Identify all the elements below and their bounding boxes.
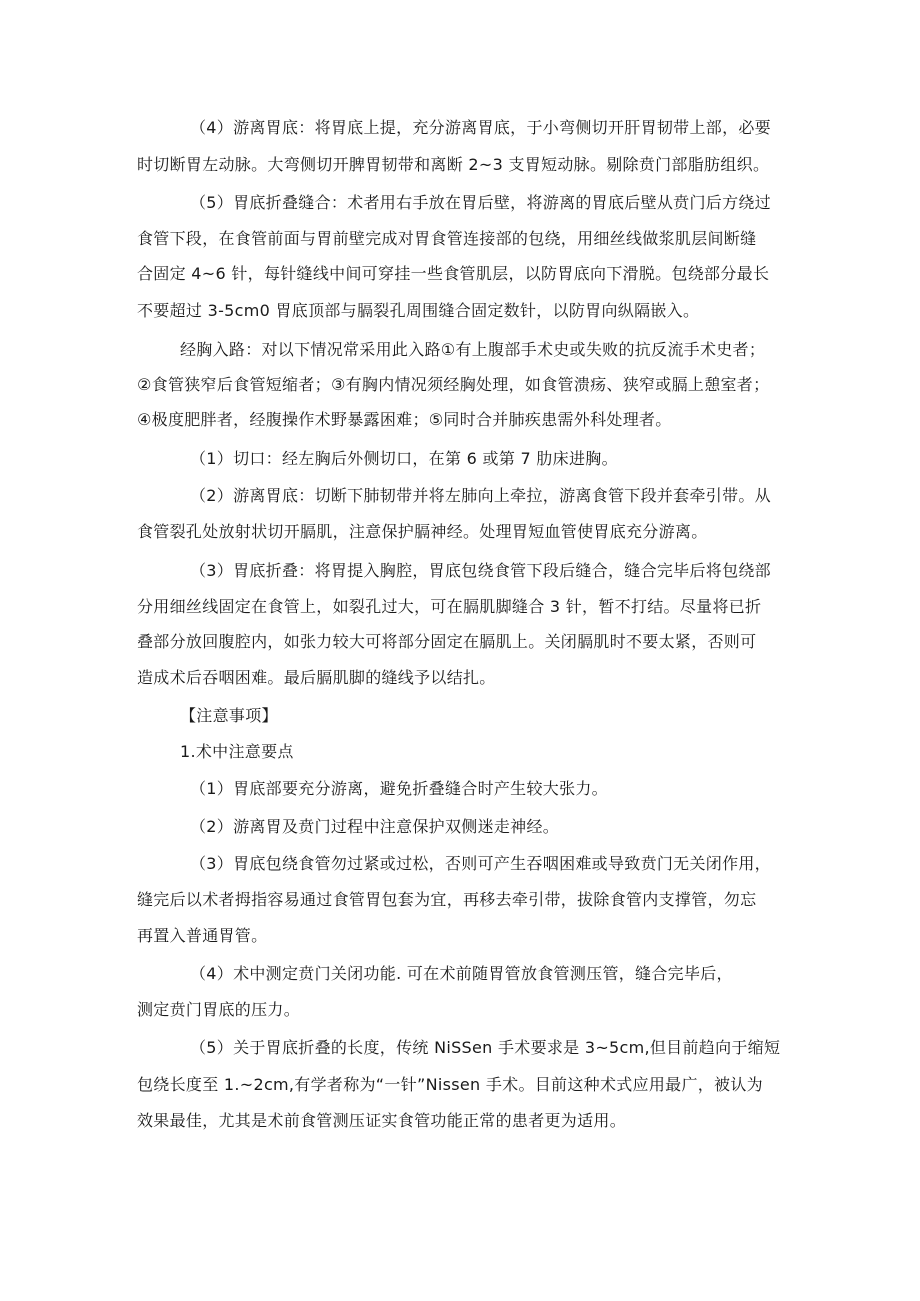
text-line: 食管裂孔处放射状切开膈肌，注意保护膈神经。处理胃短血管使胃底充分游离。 bbox=[137, 522, 708, 541]
text-line: ④极度肥胖者，经腹操作术野暴露困难；⑤同时合并肺疾患需外科处理者。 bbox=[137, 410, 672, 429]
text-line: （1）胃底部要充分游离，避免折叠缝合时产生较大张力。 bbox=[190, 779, 608, 798]
text-line: 包绕长度至 1.~2cm,有学者称为“一针”Nissen 手术。目前这种术式应用最广，被认为 bbox=[137, 1075, 763, 1094]
text-line: 食管下段，在食管前面与胃前壁完成对胃食管连接部的包绕，用细丝线做浆肌层间断缝 bbox=[137, 229, 757, 248]
text-line: （3）胃底包绕食管勿过紧或过松，否则可产生吞咽困难或导致贲门无关闭作用， bbox=[190, 854, 771, 873]
text-line: 不要超过 3-5cm0 胃底顶部与膈裂孔周围缝合固定数针，以防胃向纵隔嵌入。 bbox=[137, 301, 700, 320]
text-line: （4）游离胃底：将胃底上提，充分游离胃底，于小弯侧切开肝胃韧带上部，必要 bbox=[190, 118, 771, 137]
text-line: 造成术后吞咽困难。最后膈肌脚的缝线予以结扎。 bbox=[137, 668, 496, 687]
text-line: 叠部分放回腹腔内，如张力较大可将部分固定在膈肌上。关闭膈肌时不要太紧，否则可 bbox=[137, 632, 757, 651]
text-line: 效果最佳，尤其是术前食管测压证实食管功能正常的患者更为适用。 bbox=[137, 1111, 627, 1130]
text-line: 缝完后以术者拇指容易通过食管胃包套为宜，再移去牵引带，拔除食管内支撑管，勿忘 bbox=[137, 890, 757, 909]
text-line: （5）胃底折叠缝合：术者用右手放在胃后壁，将游离的胃底后壁从贲门后方绕过 bbox=[190, 193, 771, 212]
text-line: （4）术中测定贲门关闭功能. 可在术前随胃管放食管测压管，缝合完毕后， bbox=[190, 964, 733, 983]
text-line: （5）关于胃底折叠的长度，传统 NiSSen 手术要求是 3~5cm,但目前趋向于缩短 bbox=[190, 1038, 781, 1057]
text-line: ②食管狭窄后食管短缩者；③有胸内情况须经胸处理，如食管溃疡、狭窄或膈上憩室者； bbox=[137, 375, 770, 394]
text-line: （3）胃底折叠：将胃提入胸腔，胃底包绕食管下段后缝合，缝合完毕后将包绕部 bbox=[190, 561, 771, 580]
text-line: 合固定 4~6 针，每针缝线中间可穿挂一些食管肌层，以防胃底向下滑脱。包绕部分最长 bbox=[137, 264, 770, 283]
text-line: 测定贲门胃底的压力。 bbox=[137, 1000, 301, 1019]
text-line: 分用细丝线固定在食管上，如裂孔过大，可在膈肌脚缝合 3 针，暂不打结。尽量将已折 bbox=[137, 597, 762, 616]
section-heading: 【注意事项】 bbox=[180, 706, 278, 725]
subsection-heading: 1.术中注意要点 bbox=[180, 742, 294, 761]
text-line: 时切断胃左动脉。大弯侧切开脾胃韧带和离断 2~3 支胃短动脉。剔除贲门部脂肪组织。 bbox=[137, 155, 770, 174]
text-line: （2）游离胃底：切断下肺韧带并将左肺向上牵拉，游离食管下段并套牵引带。从 bbox=[190, 486, 771, 505]
text-line: （2）游离胃及贲门过程中注意保护双侧迷走神经。 bbox=[190, 817, 560, 836]
text-line: 再置入普通胃管。 bbox=[137, 926, 268, 945]
text-line: （1）切口：经左胸后外侧切口，在第 6 或第 7 肋床进胸。 bbox=[190, 449, 618, 468]
text-line: 经胸入路：对以下情况常采用此入路①有上腹部手术史或失败的抗反流手术史者； bbox=[180, 340, 766, 359]
